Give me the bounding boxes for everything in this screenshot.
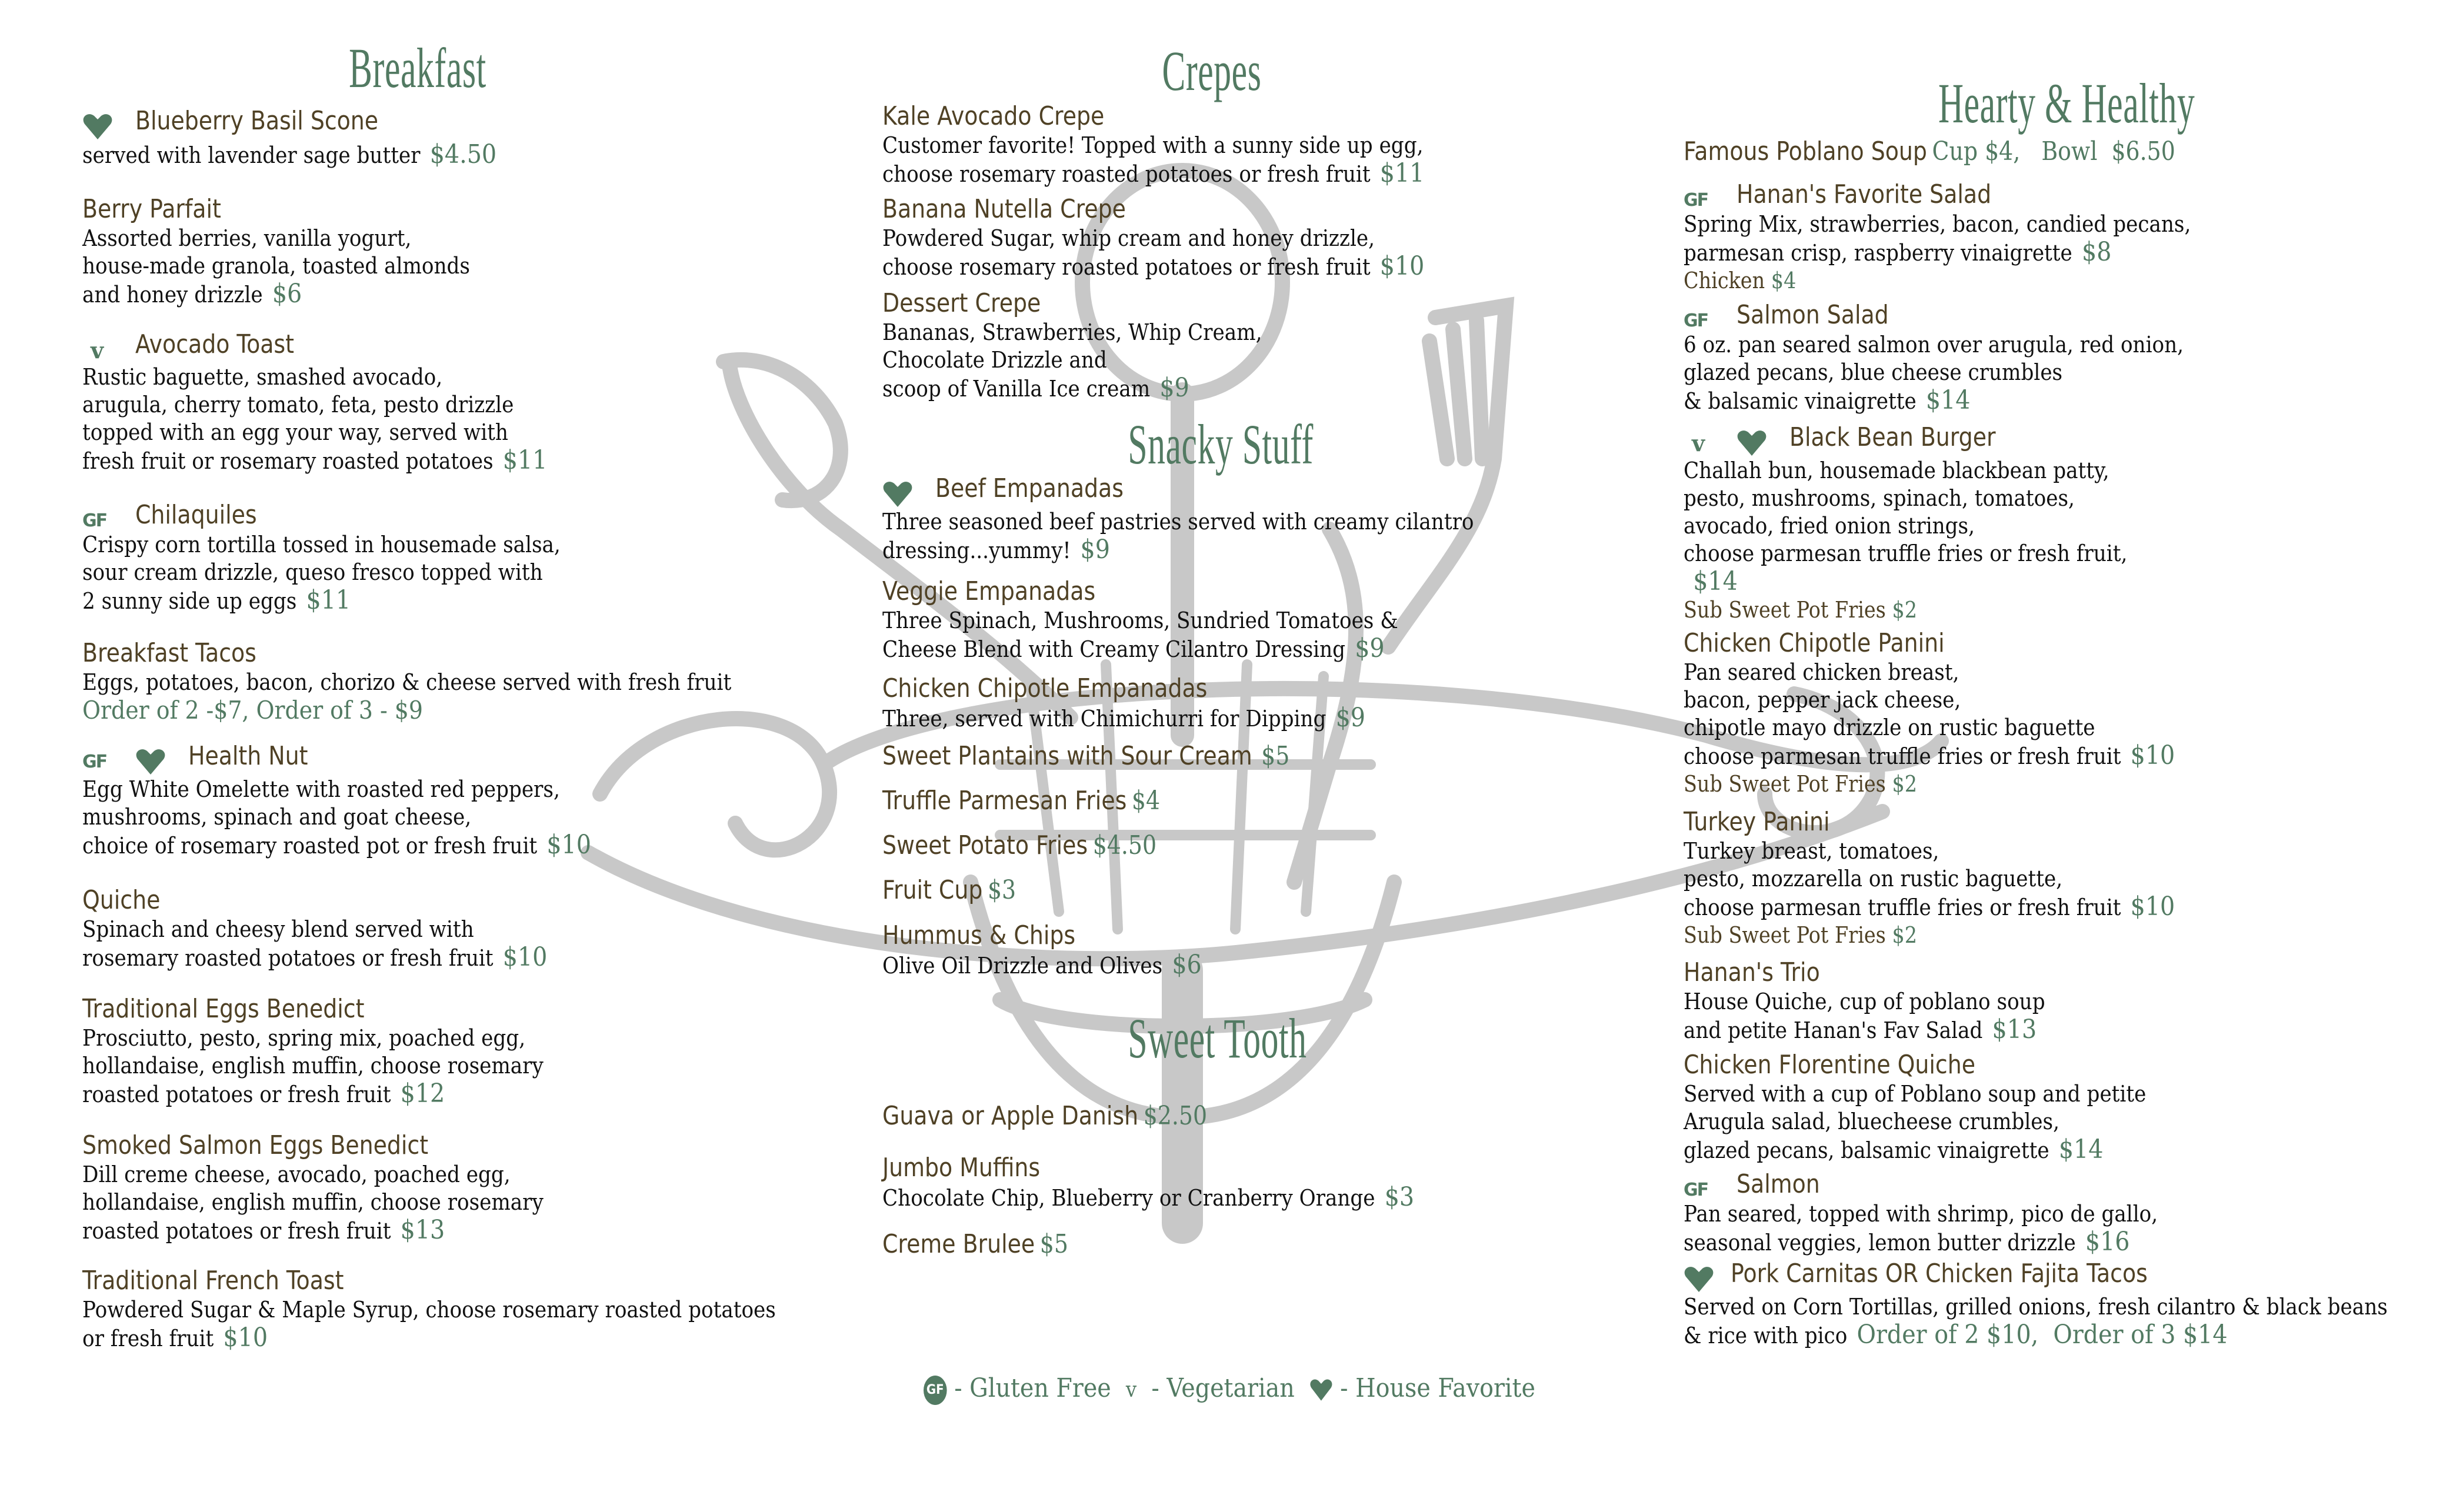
menu-item xyxy=(882,101,1485,188)
item-price: $11 xyxy=(1379,158,1425,188)
item-desc: Spinach and cheesy blend served with xyxy=(82,916,474,942)
menu-item xyxy=(882,288,1304,403)
item-desc: Three, served with Chimichurri for Dipping xyxy=(882,706,1327,732)
item-name: Chicken Chipotle Panini xyxy=(1684,628,1945,658)
item-name: Turkey Panini xyxy=(1684,807,1830,837)
item-name: Salmon xyxy=(1737,1169,1820,1199)
item-name: Creme Brulee $5 xyxy=(882,1229,1068,1259)
item-price: $10 xyxy=(1379,251,1425,281)
item-desc: Challah bun, housemade blackbean patty, xyxy=(1684,457,2109,483)
item-desc: and petite Hanan's Fav Salad xyxy=(1684,1017,1983,1043)
menu-item xyxy=(82,638,804,724)
item-price: $12 xyxy=(400,1079,445,1109)
section-title-hearty-healthy: Hearty & Healthy xyxy=(1938,72,2195,135)
menu-item xyxy=(1684,300,2239,415)
addon-label: Sub Sweet Pot Fries xyxy=(1684,596,1886,623)
item-desc: Arugula salad, bluecheese crumbles, xyxy=(1684,1109,2059,1134)
item-desc: chipotle mayo drizzle on rustic baguette xyxy=(1684,715,2095,740)
menu-item xyxy=(882,1101,1260,1132)
item-desc: dressing...yummy! xyxy=(882,537,1071,563)
item-desc: scoop of Vanilla Ice cream xyxy=(882,376,1151,402)
item-name: Kale Avocado Crepe xyxy=(882,101,1105,131)
menu-item xyxy=(1684,1050,2198,1164)
item-desc: seasonal veggies, lemon butter drizzle xyxy=(1684,1230,2076,1256)
menu-item xyxy=(882,920,1237,980)
item-desc: Rustic baguette, smashed avocado, xyxy=(82,364,443,390)
vegetarian-icon: v xyxy=(1125,1378,1137,1402)
menu-item xyxy=(882,830,1201,861)
item-price: $10 xyxy=(223,1323,268,1353)
house-favorite-icon xyxy=(882,481,935,508)
item-desc: served with lavender sage butter xyxy=(82,142,421,168)
item-desc: hollandaise, english muffin, choose rosemary xyxy=(82,1053,544,1079)
item-name: Famous Poblano Soup Cup $4, Bowl $6.50 xyxy=(1684,136,2175,166)
menu-item xyxy=(1684,422,2177,624)
item-name: Beef Empanadas xyxy=(935,473,1124,503)
item-price: Order of 2 $10, Order of 3 $14 xyxy=(1857,1319,2228,1350)
item-name: Guava or Apple Danish $2.50 xyxy=(882,1101,1208,1131)
item-desc: pesto, mushrooms, spinach, tomatoes, xyxy=(1684,485,2075,511)
gluten-free-icon: GF xyxy=(82,510,107,531)
item-price: $9 xyxy=(1080,534,1110,565)
menu-item xyxy=(82,994,595,1109)
addon-label: Chicken xyxy=(1684,268,1765,293)
item-name: Sweet Plantains with Sour Cream $5 xyxy=(882,741,1290,771)
section-title-sweet-tooth: Sweet Tooth xyxy=(1128,1007,1307,1070)
item-price: $16 xyxy=(2085,1227,2130,1257)
legend-house-favorite-label: - House Favorite xyxy=(1340,1373,1535,1403)
house-favorite-icon xyxy=(135,749,188,776)
item-desc: Cheese Blend with Creamy Cilantro Dressing xyxy=(882,636,1346,662)
addon-price: $2 xyxy=(1892,596,1918,623)
item-desc: Powdered Sugar & Maple Syrup, choose rosemary roasted potatoes xyxy=(82,1297,776,1323)
house-favorite-icon xyxy=(1684,1266,1731,1293)
section-title-crepes: Crepes xyxy=(1162,39,1262,102)
item-price: $6 xyxy=(272,279,302,309)
menu-item xyxy=(82,1130,595,1245)
item-name: Fruit Cup $3 xyxy=(882,875,1016,905)
item-name: Health Nut xyxy=(188,741,308,771)
dietary-legend xyxy=(924,1373,1535,1405)
item-name: Avocado Toast xyxy=(135,329,294,359)
menu-item xyxy=(82,885,599,972)
item-name: Smoked Salmon Eggs Benedict xyxy=(82,1130,429,1160)
item-price: $2.50 xyxy=(1143,1101,1208,1131)
item-name: Jumbo Muffins xyxy=(882,1153,1041,1183)
section-title-snacky-stuff: Snacky Stuff xyxy=(1128,413,1314,476)
item-desc: Spring Mix, strawberries, bacon, candied pecans, xyxy=(1684,211,2191,237)
item-price: $5 xyxy=(1261,741,1290,771)
item-price: $9 xyxy=(1159,373,1189,403)
item-name: Chilaquiles xyxy=(135,500,257,530)
item-desc: fresh fruit or rosemary roasted potatoes xyxy=(82,448,494,474)
item-desc: arugula, cherry tomato, feta, pesto drizzle xyxy=(82,392,514,418)
menu-item xyxy=(1684,179,2247,295)
menu-item xyxy=(1684,957,2085,1044)
item-price: $10 xyxy=(546,829,591,860)
item-name: Hanan's Trio xyxy=(1684,957,1820,987)
item-desc: Prosciutto, pesto, spring mix, poached egg, xyxy=(82,1025,526,1051)
menu-item xyxy=(82,741,648,860)
item-desc: parmesan crisp, raspberry vinaigrette xyxy=(1684,240,2072,266)
menu-item xyxy=(82,1266,853,1353)
menu-item xyxy=(1684,807,2229,949)
item-price: $13 xyxy=(1992,1014,2037,1044)
menu-item xyxy=(1684,1259,2463,1350)
addon-price: $2 xyxy=(1892,922,1918,948)
addon-price: $4 xyxy=(1771,268,1797,293)
item-name: Salmon Salad xyxy=(1737,300,1889,330)
item-desc: topped with an egg your way, served with xyxy=(82,419,508,445)
item-desc: Dill creme cheese, avocado, poached egg, xyxy=(82,1161,511,1187)
menu-item xyxy=(882,875,1038,906)
item-desc: roasted potatoes or fresh fruit xyxy=(82,1218,391,1244)
item-price: $3 xyxy=(987,875,1016,905)
item-desc: Crispy corn tortilla tossed in housemade salsa, xyxy=(82,532,561,558)
item-desc: glazed pecans, blue cheese crumbles xyxy=(1684,359,2063,385)
item-name: Breakfast Tacos xyxy=(82,638,256,668)
item-name: Truffle Parmesan Fries $4 xyxy=(882,786,1161,816)
gluten-free-icon: GF xyxy=(82,752,107,772)
vegetarian-icon: v xyxy=(1692,430,1705,456)
menu-item xyxy=(82,500,614,615)
gluten-free-icon: GF xyxy=(1684,311,1708,331)
item-name: Traditional French Toast xyxy=(82,1266,344,1296)
legend-gluten-free-label: - Gluten Free xyxy=(954,1373,1111,1403)
item-desc: choice of rosemary roasted pot or fresh fruit xyxy=(82,832,538,859)
item-desc: rosemary roasted potatoes or fresh fruit xyxy=(82,945,494,971)
item-price: Order of 2 -$7, Order of 3 - $9 xyxy=(82,696,423,725)
item-desc: choose parmesan truffle fries or fresh fruit xyxy=(1684,743,2121,769)
item-desc: choose rosemary roasted potatoes or fresh fruit xyxy=(882,254,1371,280)
item-desc: Chocolate Drizzle and xyxy=(882,347,1107,373)
item-desc: choose parmesan truffle fries or fresh fruit xyxy=(1684,894,2121,920)
gluten-free-icon: GF xyxy=(1684,190,1708,211)
item-name: Hummus & Chips xyxy=(882,920,1076,950)
gluten-free-icon: GF xyxy=(924,1376,947,1405)
menu-item xyxy=(882,473,1539,565)
legend-vegetarian-label: - Vegetarian xyxy=(1151,1373,1295,1403)
item-desc: Chocolate Chip, Blueberry or Cranberry Orange xyxy=(882,1185,1375,1211)
item-desc: bacon, pepper jack cheese, xyxy=(1684,687,1961,713)
item-name: Banana Nutella Crepe xyxy=(882,194,1126,224)
addon-label: Sub Sweet Pot Fries xyxy=(1684,922,1886,948)
vegetarian-icon: v xyxy=(91,337,104,363)
item-desc: Bananas, Strawberries, Whip Cream, xyxy=(882,319,1262,345)
item-name: Dessert Crepe xyxy=(882,288,1041,318)
section-title-breakfast: Breakfast xyxy=(349,36,486,99)
item-desc: mushrooms, spinach and goat cheese, xyxy=(82,803,472,830)
item-price: $10 xyxy=(2130,892,2175,922)
item-price: $9 xyxy=(1335,703,1366,733)
menu-item xyxy=(882,576,1455,663)
item-price: $3 xyxy=(1384,1182,1415,1212)
item-name: Black Bean Burger xyxy=(1789,422,1996,452)
item-price: $8 xyxy=(2081,237,2112,267)
item-name: Pork Carnitas OR Chicken Fajita Tacos xyxy=(1731,1259,2148,1289)
house-favorite-icon xyxy=(82,114,135,141)
item-price: $4.50 xyxy=(1092,830,1157,860)
item-name: Berry Parfait xyxy=(82,194,221,224)
item-desc: 2 sunny side up eggs xyxy=(82,588,297,614)
gluten-free-icon: GF xyxy=(1684,1180,1708,1200)
item-price: $14 xyxy=(1925,385,1971,415)
item-desc: & balsamic vinaigrette xyxy=(1684,388,1917,414)
item-price: $10 xyxy=(502,942,548,972)
item-desc: Turkey breast, tomatoes, xyxy=(1684,838,1939,864)
item-desc: Served on Corn Tortillas, grilled onions, fresh cilantro & black beans xyxy=(1684,1293,2388,1320)
item-desc: choose rosemary roasted potatoes or fresh fruit xyxy=(882,161,1371,187)
item-desc: Egg White Omelette with roasted red peppers, xyxy=(82,776,560,802)
item-desc: 6 oz. pan seared salmon over arugula, red onion, xyxy=(1684,332,2184,358)
menu-item xyxy=(1684,628,2229,798)
item-price: $13 xyxy=(400,1215,445,1245)
item-name: Traditional Eggs Benedict xyxy=(82,994,365,1024)
item-desc: house-made granola, toasted almonds xyxy=(82,253,470,279)
menu-item xyxy=(82,194,513,309)
item-desc: roasted potatoes or fresh fruit xyxy=(82,1082,391,1107)
item-desc: pesto, mozzarella on rustic baguette, xyxy=(1684,866,2063,892)
menu-item xyxy=(1684,1169,2211,1257)
item-desc: Served with a cup of Poblano soup and petite xyxy=(1684,1081,2147,1107)
item-name: Blueberry Basil Scone xyxy=(135,106,379,136)
item-desc: Pan seared, topped with shrimp, pico de gallo, xyxy=(1684,1201,2158,1227)
item-name: Quiche xyxy=(82,885,161,915)
item-desc: Pan seared chicken breast, xyxy=(1684,659,1959,685)
item-desc: Three Spinach, Mushrooms, Sundried Tomatoes & xyxy=(882,608,1398,633)
item-desc: Powdered Sugar, whip cream and honey drizzle, xyxy=(882,225,1375,251)
item-name: Sweet Potato Fries $4.50 xyxy=(882,830,1157,860)
menu-item xyxy=(882,194,1485,281)
house-favorite-icon xyxy=(1309,1373,1333,1403)
item-desc: choose parmesan truffle fries or fresh fruit, xyxy=(1684,540,2128,566)
menu-item xyxy=(82,106,542,169)
item-desc: and honey drizzle xyxy=(82,282,263,308)
item-name: Veggie Empanadas xyxy=(882,576,1096,606)
menu-item xyxy=(882,673,1419,733)
menu-item xyxy=(882,786,1205,816)
addon-label: Sub Sweet Pot Fries xyxy=(1684,771,1886,797)
menu-item xyxy=(882,1153,1474,1212)
item-price: $5 xyxy=(1039,1229,1068,1259)
item-price: $9 xyxy=(1355,633,1385,663)
item-desc: glazed pecans, balsamic vinaigrette xyxy=(1684,1137,2049,1163)
item-price: $11 xyxy=(502,445,548,475)
item-desc: Customer favorite! Topped with a sunny side up egg, xyxy=(882,132,1424,158)
item-price: $10 xyxy=(2130,740,2175,770)
menu-item xyxy=(82,329,599,475)
item-desc: House Quiche, cup of poblano soup xyxy=(1684,989,2045,1014)
item-price: $11 xyxy=(306,585,351,615)
item-desc: Assorted berries, vanilla yogurt, xyxy=(82,225,412,251)
item-desc: Olive Oil Drizzle and Olives xyxy=(882,953,1163,979)
item-desc: sour cream drizzle, queso fresco topped with xyxy=(82,559,543,585)
item-price: $4.50 xyxy=(429,139,497,169)
item-desc: avocado, fried onion strings, xyxy=(1684,512,1975,539)
item-price: $6 xyxy=(1172,950,1202,980)
menu-item xyxy=(882,1229,1098,1260)
item-desc: Eggs, potatoes, bacon, chorizo & cheese served with fresh fruit xyxy=(82,669,732,695)
menu-item xyxy=(1684,136,2255,167)
item-price: $14 xyxy=(1693,566,1738,596)
item-desc: or fresh fruit xyxy=(82,1326,214,1351)
item-price: Cup $4, Bowl $6.50 xyxy=(1932,136,2175,166)
item-name: Chicken Florentine Quiche xyxy=(1684,1050,1975,1080)
item-desc: Three seasoned beef pastries served with creamy cilantro xyxy=(882,508,1474,535)
item-desc: hollandaise, english muffin, choose rosemary xyxy=(82,1189,544,1215)
item-name: Hanan's Favorite Salad xyxy=(1737,179,1992,209)
item-name: Chicken Chipotle Empanadas xyxy=(882,673,1208,703)
item-price: $4 xyxy=(1131,786,1161,816)
house-favorite-icon xyxy=(1737,430,1789,457)
item-price: $14 xyxy=(2058,1134,2104,1164)
item-desc: & rice with pico xyxy=(1684,1322,1848,1349)
menu-item xyxy=(882,741,1356,772)
addon-price: $2 xyxy=(1892,771,1918,797)
